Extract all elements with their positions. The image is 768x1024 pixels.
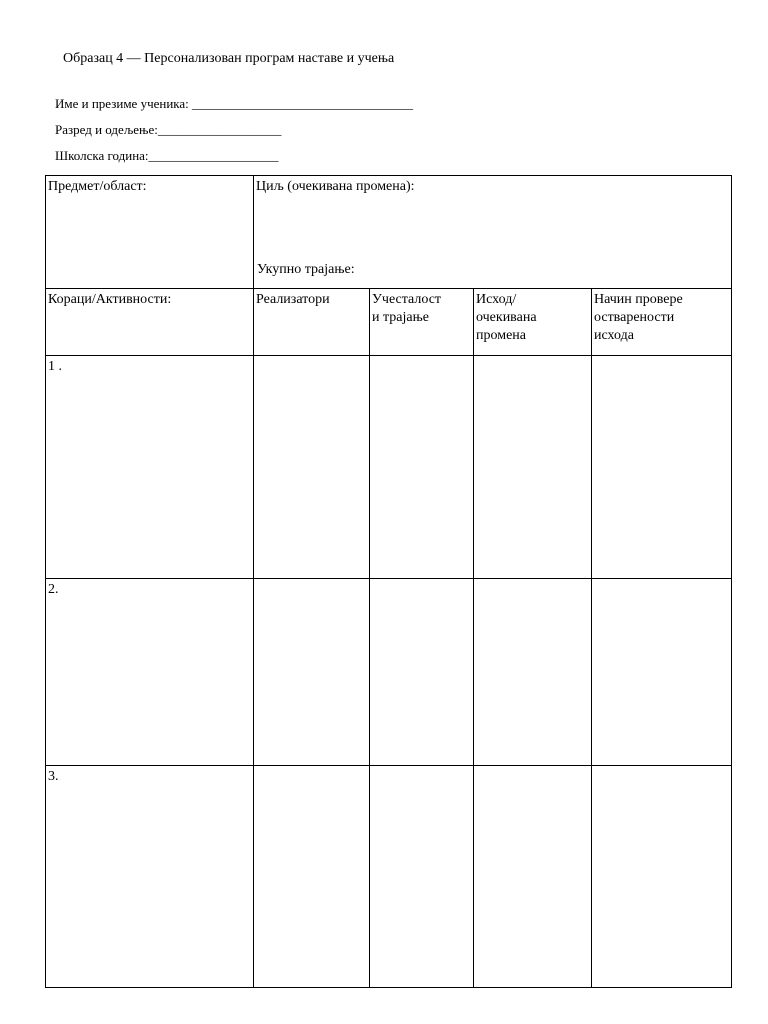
goal-cell[interactable] bbox=[254, 176, 732, 289]
table-row bbox=[46, 766, 732, 988]
table-row bbox=[46, 579, 732, 766]
header-verification: Начин провере остварености исхода bbox=[592, 289, 732, 356]
row-number-cell[interactable] bbox=[46, 356, 254, 579]
row-number: 2. bbox=[48, 582, 59, 597]
row-number-cell[interactable] bbox=[46, 766, 254, 988]
subject-cell[interactable] bbox=[46, 176, 254, 289]
frequency-cell[interactable] bbox=[370, 766, 474, 988]
school-year-field[interactable]: Школска година:____________________ bbox=[55, 148, 279, 163]
subject-label: Предмет/област: bbox=[48, 179, 147, 194]
implementers-cell[interactable] bbox=[254, 579, 370, 766]
verification-cell[interactable] bbox=[592, 766, 732, 988]
duration-label: Укупно трајање: bbox=[257, 262, 355, 277]
outcome-cell[interactable] bbox=[474, 766, 592, 988]
grade-class-field[interactable]: Разред и одељење:___________________ bbox=[55, 122, 282, 137]
frequency-cell[interactable] bbox=[370, 356, 474, 579]
verification-cell[interactable] bbox=[592, 356, 732, 579]
header-outcome: Исход/ очекивана промена bbox=[474, 289, 592, 356]
verification-cell[interactable] bbox=[592, 579, 732, 766]
row-number-cell[interactable] bbox=[46, 579, 254, 766]
row-number: 1 . bbox=[48, 359, 62, 374]
table-row bbox=[46, 356, 732, 579]
header-steps: Кораци/Активности: bbox=[46, 289, 254, 356]
student-name-field[interactable]: Име и презиме ученика: __________________________________ bbox=[55, 96, 414, 111]
implementers-cell[interactable] bbox=[254, 356, 370, 579]
outcome-cell[interactable] bbox=[474, 579, 592, 766]
outcome-cell[interactable] bbox=[474, 356, 592, 579]
header-implementers: Реализатори bbox=[254, 289, 370, 356]
form-title: Образац 4 — Персонализован програм наставе и учења bbox=[63, 51, 395, 66]
implementers-cell[interactable] bbox=[254, 766, 370, 988]
header-frequency: Учесталост и трајање bbox=[370, 289, 474, 356]
row-number: 3. bbox=[48, 769, 59, 784]
frequency-cell[interactable] bbox=[370, 579, 474, 766]
goal-label: Циљ (очекивана промена): bbox=[256, 179, 415, 194]
plan-table bbox=[45, 175, 732, 988]
